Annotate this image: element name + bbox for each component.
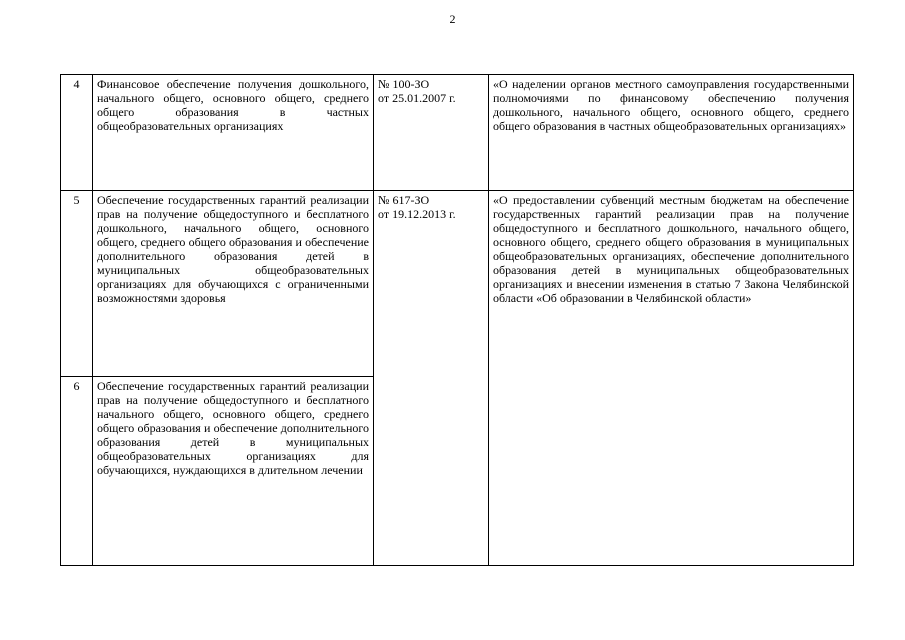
law-reference [374,75,489,191]
law-number: № 617-ЗО [378,193,430,207]
law-title: «О наделении органов местного самоуправления государственными полномочиями по финансовому обеспечению получения дошкольного, начального общего, основного общего, среднего общего образования в частных общеобразовательных организациях» [489,75,854,191]
expense-name: Обеспечение государственных гарантий реализации прав на получение общедоступного и бесплатного начального общего, основного общего, среднего общего образования и обеспечение дополнительного образования детей в муниципальных общеобразовательных организациях для обучающихся, нуждающихся в длительном лечении [93,377,374,566]
expense-name: Финансовое обеспечение получения дошкольного, начального общего, основного общего, среднего общего образования в частных общеобразовательных организациях [93,75,374,191]
table-row [61,191,854,377]
law-title: «О предоставлении субвенций местным бюджетам на обеспечение государственных гарантий реализации прав на получение общедоступного и бесплатного дошкольного, начального общего, основного общего, среднего общего образования в муниципальных общеобразовательных организациях, обеспечение дополнительного образования детей в муниципальных общеобразовательных организациях и внесении изменения в статью 7 Закона Челябинской области «Об образовании в Челябинской области» [489,191,854,566]
law-date: от 19.12.2013 г. [378,207,456,221]
row-number: 5 [61,191,93,377]
law-number: № 100-ЗО [378,77,430,91]
row-number: 6 [61,377,93,566]
page-number: 2 [449,12,456,26]
table-row [61,75,854,191]
law-date: от 25.01.2007 г. [378,91,456,105]
row-number: 4 [61,75,93,191]
law-reference [374,191,489,566]
expense-name: Обеспечение государственных гарантий реализации прав на получение общедоступного и бесплатного дошкольного, начального общего, основного общего, среднего общего образования и обеспечение дополнительного образования детей в муниципальных общеобразовательных организациях для обучающихся с ограниченными возможностями здоровья [93,191,374,377]
legislation-table [60,74,854,566]
